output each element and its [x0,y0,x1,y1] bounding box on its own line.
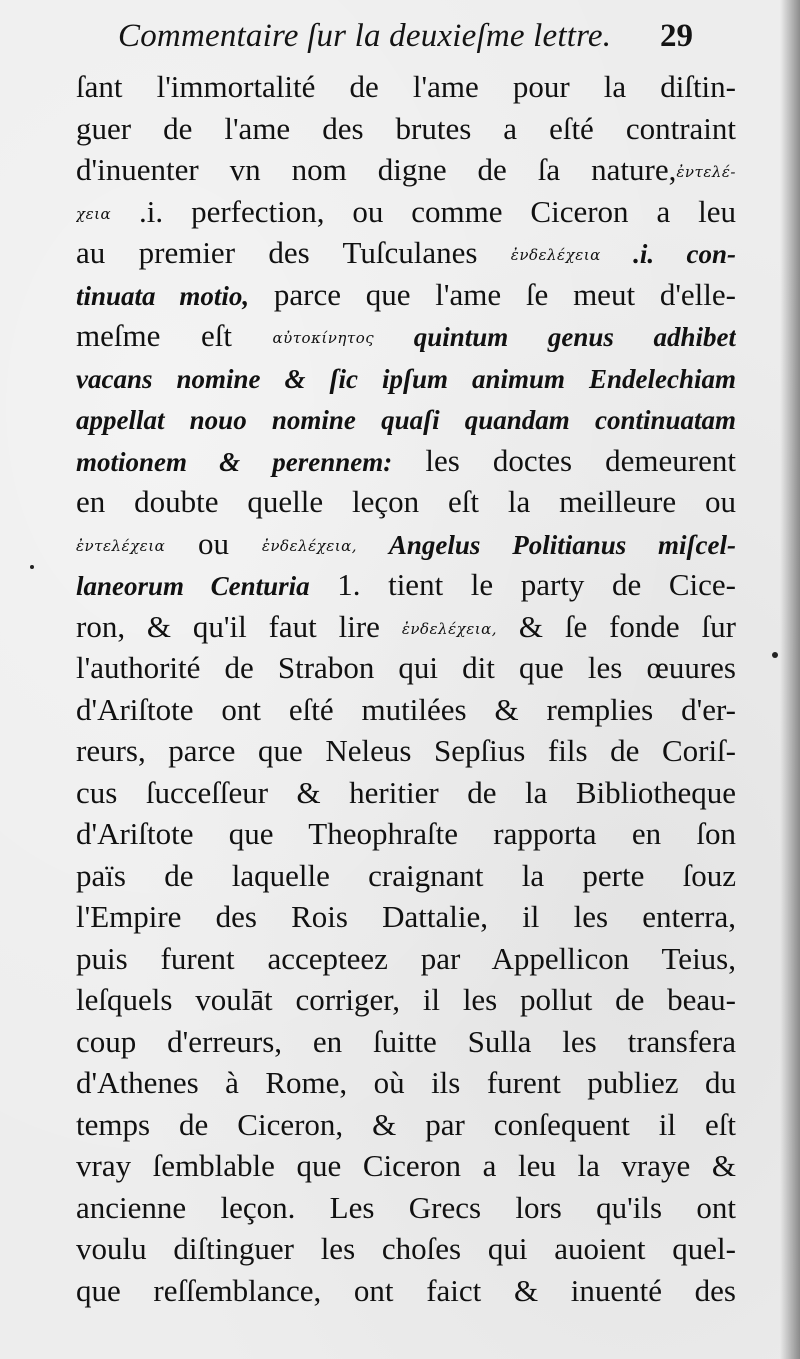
text-segment: 1. tient le party de Cice- [309,567,736,602]
greek-word: αὐτοκίνητος [272,329,375,348]
text-segment: ſant l'immortalité de l'ame pour la diſtin- [76,69,736,104]
page-header [118,10,718,62]
text-line [76,813,736,855]
latin-quotation: .i. con- [600,239,736,269]
latin-quotation: vacans nomine & ſic ipſum animum Endelechiam [76,363,736,394]
text-segment: leſquels voulāt corriger, il les pollut de beau- [76,982,736,1017]
text-line [76,274,736,316]
latin-quotation: appellat nouo nomine quaſi quandam continuatam [76,405,736,435]
text-segment: au premier des Tuſculanes [76,235,511,270]
text-line [76,1104,736,1146]
text-segment: puis furent accepteez par Appellicon Teius, [76,940,736,976]
text-segment: meſme eſt [76,318,273,353]
latin-quotation: quintum genus adhibet [374,322,736,352]
text-line [76,896,736,938]
latin-quotation: laneorum Centuria [76,571,310,601]
text-segment: temps de Ciceron, & par conſequent il eſt [76,1106,736,1142]
text-line [76,149,736,191]
greek-word: ἐντελέχεια [76,536,166,555]
page-edge-shadow [780,0,800,1359]
text-segment: d'inuenter vn nom digne de ſa nature, [76,152,677,187]
text-segment: ou [165,525,262,561]
text-line [76,66,736,108]
text-line [76,1270,736,1312]
text-line [76,1145,736,1187]
greek-word: χεια [76,204,112,223]
latin-quotation: Angelus Politianus miſcel- [357,529,736,560]
text-line [76,481,736,523]
ink-speck [772,652,778,658]
text-line [76,191,736,233]
text-segment: vray ſemblable que Ciceron a leu la vraye & [76,1148,736,1183]
running-title: Commentaire ſur la deuxieſme lettre. [118,18,612,54]
text-segment: d'Athenes à Rome, où ils furent publiez du [76,1065,736,1100]
greek-word: ἐντελέ- [676,163,736,182]
text-line [76,315,736,357]
text-line [76,772,736,814]
text-line [76,855,736,897]
text-segment: coup d'erreurs, en ſuitte Sulla les transfera [76,1023,736,1059]
text-segment: guer de l'ame des brutes a eſté contraint [76,110,736,146]
text-segment: .i. perfection, ou comme Ciceron a leu [111,193,736,229]
text-segment: ancienne leçon. Les Grecs lors qu'ils ont [76,1189,736,1225]
body-text [76,66,736,1311]
text-segment: parce que l'ame ſe meut d'elle- [249,276,736,312]
text-segment: reurs, parce que Neleus Sepſius fils de Coriſ- [76,733,736,768]
greek-word: ἐνδελέχεια [510,246,601,265]
ink-speck [30,565,34,569]
text-line [76,564,736,606]
greek-word: ἐνδελέχεια, [401,619,498,638]
text-segment: l'authorité de Strabon qui dit que les œuures [76,650,736,685]
text-segment: voulu diſtinguer les choſes qui auoient quel- [76,1231,736,1266]
text-segment: d'Ariſtote ont eſté mutilées & remplies d'er- [76,691,736,727]
text-line [76,938,736,980]
text-line [76,1021,736,1063]
text-segment: en doubte quelle leçon eſt la meilleure ou [76,484,736,519]
text-line [76,1187,736,1229]
text-segment: cus ſucceſſeur & heritier de la Bibliotheque [76,774,736,810]
text-line [76,1228,736,1270]
greek-word: ἐνδελέχεια, [261,536,358,555]
text-segment: l'Empire des Rois Dattalie, il les enterra, [76,899,736,934]
text-line [76,440,736,482]
latin-quotation: tinuata motio, [76,280,250,311]
text-segment: d'Ariſtote que Theophraſte rapporta en ſon [76,816,736,851]
text-segment: les doctes demeurent [392,442,736,478]
text-segment: ron, & qu'il faut lire [76,608,402,644]
text-segment: que reſſemblance, ont faict & inuenté des [76,1272,736,1308]
text-line [76,398,736,440]
text-line [76,1062,736,1104]
text-line [76,647,736,689]
text-line [76,606,736,648]
text-line [76,108,736,150]
text-line [76,523,736,565]
text-segment: païs de laquelle craignant la perte ſouz [76,857,736,893]
latin-quotation: motionem & perennem: [76,446,393,477]
text-line [76,730,736,772]
text-line [76,357,736,399]
text-line [76,232,736,274]
page-number: 29 [660,18,693,54]
text-line [76,689,736,731]
text-line [76,979,736,1021]
text-segment: & ſe fonde ſur [497,608,736,644]
